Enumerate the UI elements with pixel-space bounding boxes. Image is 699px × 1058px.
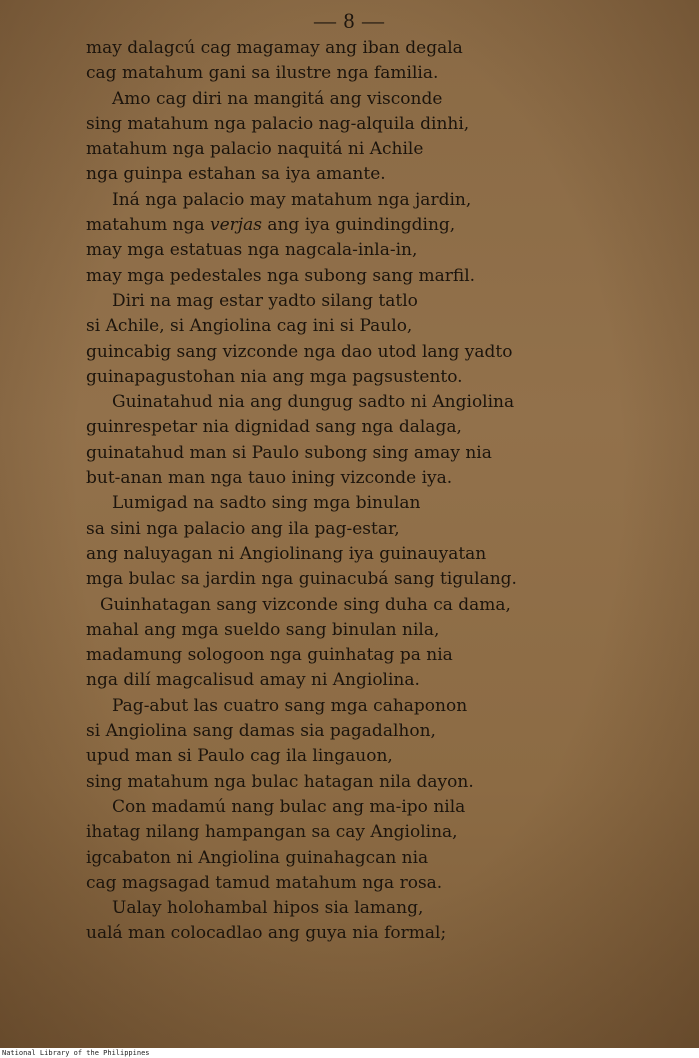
- text-line: guinapagustohan nia ang mga pagsustento.: [86, 366, 463, 387]
- library-credit: National Library of the Philippines: [2, 1049, 150, 1057]
- text-line: ihatag nilang hampangan sa cay Angiolina,: [86, 822, 458, 843]
- text-line: cag matahum gani sa ilustre nga familia.: [86, 63, 439, 84]
- text-line: upud man si Paulo cag ila lingauon,: [86, 746, 393, 767]
- text-line: may mga estatuas nga nagcala-inla-in,: [86, 240, 418, 261]
- text-line: mahal ang mga sueldo sang binulan nila,: [86, 619, 440, 640]
- text-line: Pag-abut las cuatro sang mga cahaponon: [112, 695, 468, 716]
- text-line: guinatahud man si Paulo subong sing amay nia: [86, 442, 492, 463]
- text-line: nga dilí magcalisud amay ni Angiolina.: [86, 670, 420, 691]
- text-line: may mga pedestales nga subong sang marfil.: [86, 265, 476, 286]
- text-line: sing matahum nga bulac hatagan nila dayon.: [86, 771, 474, 792]
- text-line: Guinatahud nia ang dungug sadto ni Angiolina: [112, 392, 515, 413]
- text-line: ang naluyagan ni Angiolinang iya guinauyatan: [86, 543, 487, 564]
- text-line: Con madamú nang bulac ang ma-ipo nila: [112, 796, 466, 817]
- page-number: — 8 —: [314, 8, 385, 33]
- text-line: nga guinpa estahan sa iya amante.: [86, 164, 386, 185]
- text-line: si Angiolina sang damas sia pagadalhon,: [86, 721, 436, 742]
- text-line: cag magsagad tamud matahum nga rosa.: [86, 872, 443, 893]
- text-line: Ualay holohambal hipos sia lamang,: [112, 898, 424, 919]
- text-line: igcabaton ni Angiolina guinahagcan nia: [86, 847, 429, 868]
- text-line: madamung sologoon nga guinhatag pa nia: [86, 645, 453, 666]
- text-line: ualá man colocadlao ang guya nia formal;: [86, 923, 447, 944]
- text-line: Amo cag diri na mangitá ang visconde: [112, 88, 443, 109]
- text-line: si Achile, si Angiolina cag ini si Paulo,: [86, 316, 413, 337]
- text-line: guincabig sang vizconde nga dao utod lang yadto: [86, 341, 513, 362]
- text-line: but-anan man nga tauo ining vizconde iya.: [86, 468, 453, 489]
- text-line: Guinhatagan sang vizconde sing duha ca dama,: [100, 594, 511, 615]
- text-line: may dalagcú cag magamay ang iban degala: [86, 38, 463, 58]
- text-line: Iná nga palacio may matahum nga jardin,: [112, 189, 472, 210]
- text-line: sa sini nga palacio ang ila pag-estar,: [86, 518, 400, 539]
- text-line: Lumigad na sadto sing mga binulan: [112, 493, 421, 514]
- text-line: Diri na mag estar yadto silang tatlo: [112, 290, 418, 311]
- poem-text: [86, 36, 606, 947]
- text-line: guinrespetar nia dignidad sang nga dalaga,: [86, 417, 462, 438]
- text-line: sing matahum nga palacio nag-alquila dinhi,: [86, 113, 470, 134]
- text-line: matahum nga palacio naquitá ni Achile: [86, 139, 424, 160]
- text-line: matahum nga verjas ang iya guindingding,: [86, 215, 456, 236]
- text-line: mga bulac sa jardin nga guinacubá sang tigulang.: [86, 569, 517, 590]
